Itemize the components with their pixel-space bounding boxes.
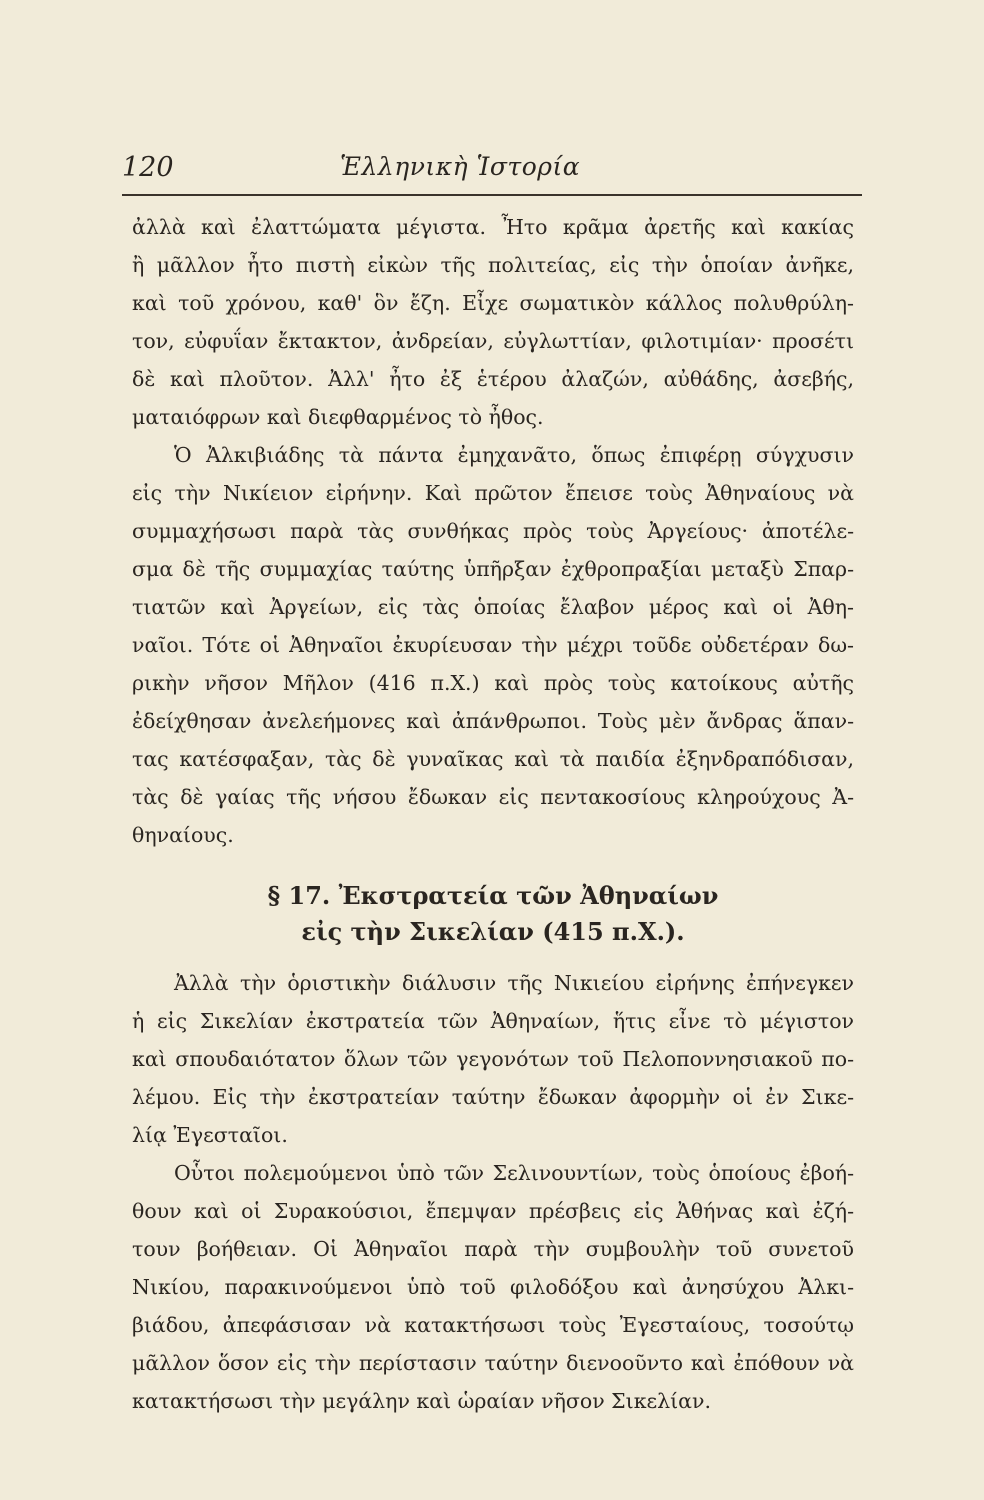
paragraph bbox=[132, 208, 854, 436]
text-line: ματαιόφρων καὶ διεφθαρμένος τὸ ἦθος. bbox=[132, 405, 544, 429]
text-line: κατακτήσωσι τὴν μεγάλην καὶ ὡραίαν νῆσον Σικελίαν. bbox=[132, 1389, 711, 1413]
text-line: τουν βοήθειαν. Οἱ Ἀθηναῖοι παρὰ τὴν συμβουλὴν τοῦ συνετοῦ bbox=[132, 1237, 854, 1261]
text-line: λίᾳ Ἐγεσταῖοι. bbox=[132, 1123, 288, 1147]
text-line: τον, εὐφυΐαν ἔκτακτον, ἀνδρείαν, εὐγλωττίαν, φιλοτιμίαν· προσέτι bbox=[132, 329, 854, 353]
text-line: τιατῶν καὶ Ἀργείων, εἰς τὰς ὁποίας ἔλαβον μέρος καὶ οἱ Ἀθη- bbox=[132, 595, 854, 619]
text-line: Ἀλλὰ τὴν ὁριστικὴν διάλυσιν τῆς Νικιείου εἰρήνης ἐπήνεγκεν bbox=[174, 971, 854, 995]
section-heading-continued: εἰς τὴν Σικελίαν (415 π.Χ.). bbox=[301, 917, 685, 946]
page-number: 120 bbox=[122, 152, 174, 183]
section-heading: § 17. Ἐκστρατεία τῶν Ἀθηναίων bbox=[267, 881, 719, 910]
text-line: δὲ καὶ πλοῦτον. Ἀλλ' ἦτο ἐξ ἑτέρου ἀλαζών, αὐθάδης, ἀσεβής, bbox=[132, 367, 854, 391]
text-line: Νικίου, παρακινούμενοι ὑπὸ τοῦ φιλοδόξου καὶ ἀνησύχου Ἀλκι- bbox=[132, 1275, 854, 1299]
text-line: καὶ τοῦ χρόνου, καθ' ὃν ἔζη. Εἶχε σωματικὸν κάλλος πολυθρύλη- bbox=[132, 291, 854, 315]
running-title: Ἑλληνικὴ Ἱστορία bbox=[340, 152, 581, 181]
text-line: βιάδου, ἀπεφάσισαν νὰ κατακτήσωσι τοὺς Ἐγεσταίους, τοσούτῳ bbox=[132, 1313, 854, 1337]
text-line: ἢ μᾶλλον ἦτο πιστὴ εἰκὼν τῆς πολιτείας, εἰς τὴν ὁποίαν ἀνῆκε, bbox=[132, 253, 854, 277]
text-line: ἡ εἰς Σικελίαν ἐκστρατεία τῶν Ἀθηναίων, ἥτις εἶνε τὸ μέγιστον bbox=[132, 1009, 854, 1033]
text-line: ρικὴν νῆσον Μῆλον (416 π.Χ.) καὶ πρὸς τοὺς κατοίκους αὐτῆς bbox=[132, 671, 854, 695]
page-header bbox=[122, 148, 862, 188]
text-line: σμα δὲ τῆς συμμαχίας ταύτης ὑπῆρξαν ἐχθροπραξίαι μεταξὺ Σπαρ- bbox=[132, 557, 854, 581]
text-line: τας κατέσφαξαν, τὰς δὲ γυναῖκας καὶ τὰ παιδία ἐξηνδραπόδισαν, bbox=[132, 747, 854, 771]
text-line: μᾶλλον ὅσον εἰς τὴν περίστασιν ταύτην διενοοῦντο καὶ ἐπόθουν νὰ bbox=[132, 1351, 854, 1375]
paragraph bbox=[132, 964, 854, 1154]
paragraph bbox=[132, 436, 854, 854]
text-line: θηναίους. bbox=[132, 823, 234, 847]
text-line: Οὗτοι πολεμούμενοι ὑπὸ τῶν Σελινουντίων, τοὺς ὁποίους ἐβοή- bbox=[174, 1161, 854, 1185]
text-line: ναῖοι. Τότε οἱ Ἀθηναῖοι ἐκυρίευσαν τὴν μέχρι τοῦδε οὐδετέραν δω- bbox=[132, 633, 854, 657]
paragraph bbox=[132, 1154, 854, 1420]
text-line: ἐδείχθησαν ἀνελεήμονες καὶ ἀπάνθρωποι. Τοὺς μὲν ἄνδρας ἅπαν- bbox=[132, 709, 854, 733]
text-line: καὶ σπουδαιότατον ὅλων τῶν γεγονότων τοῦ Πελοποννησιακοῦ πο- bbox=[132, 1047, 854, 1071]
text-line: ἀλλὰ καὶ ἐλαττώματα μέγιστα. Ἦτο κρᾶμα ἀρετῆς καὶ κακίας bbox=[132, 215, 854, 239]
text-line: εἰς τὴν Νικίειον εἰρήνην. Καὶ πρῶτον ἔπεισε τοὺς Ἀθηναίους νὰ bbox=[132, 481, 854, 505]
text-line: τὰς δὲ γαίας τῆς νήσου ἔδωκαν εἰς πεντακοσίους κληρούχους Ἀ- bbox=[132, 785, 854, 809]
page-body bbox=[132, 208, 854, 1420]
header-rule bbox=[122, 194, 862, 196]
text-line: Ὁ Ἀλκιβιάδης τὰ πάντα ἐμηχανᾶτο, ὅπως ἐπιφέρῃ σύγχυσιν bbox=[174, 443, 854, 467]
text-line: θουν καὶ οἱ Συρακούσιοι, ἔπεμψαν πρέσβεις εἰς Ἀθήνας καὶ ἐζή- bbox=[132, 1199, 854, 1223]
text-line: συμμαχήσωσι παρὰ τὰς συνθήκας πρὸς τοὺς Ἀργείους· ἀποτέλε- bbox=[132, 519, 854, 543]
text-line: λέμου. Εἰς τὴν ἐκστρατείαν ταύτην ἔδωκαν ἀφορμὴν οἱ ἐν Σικε- bbox=[132, 1085, 854, 1109]
